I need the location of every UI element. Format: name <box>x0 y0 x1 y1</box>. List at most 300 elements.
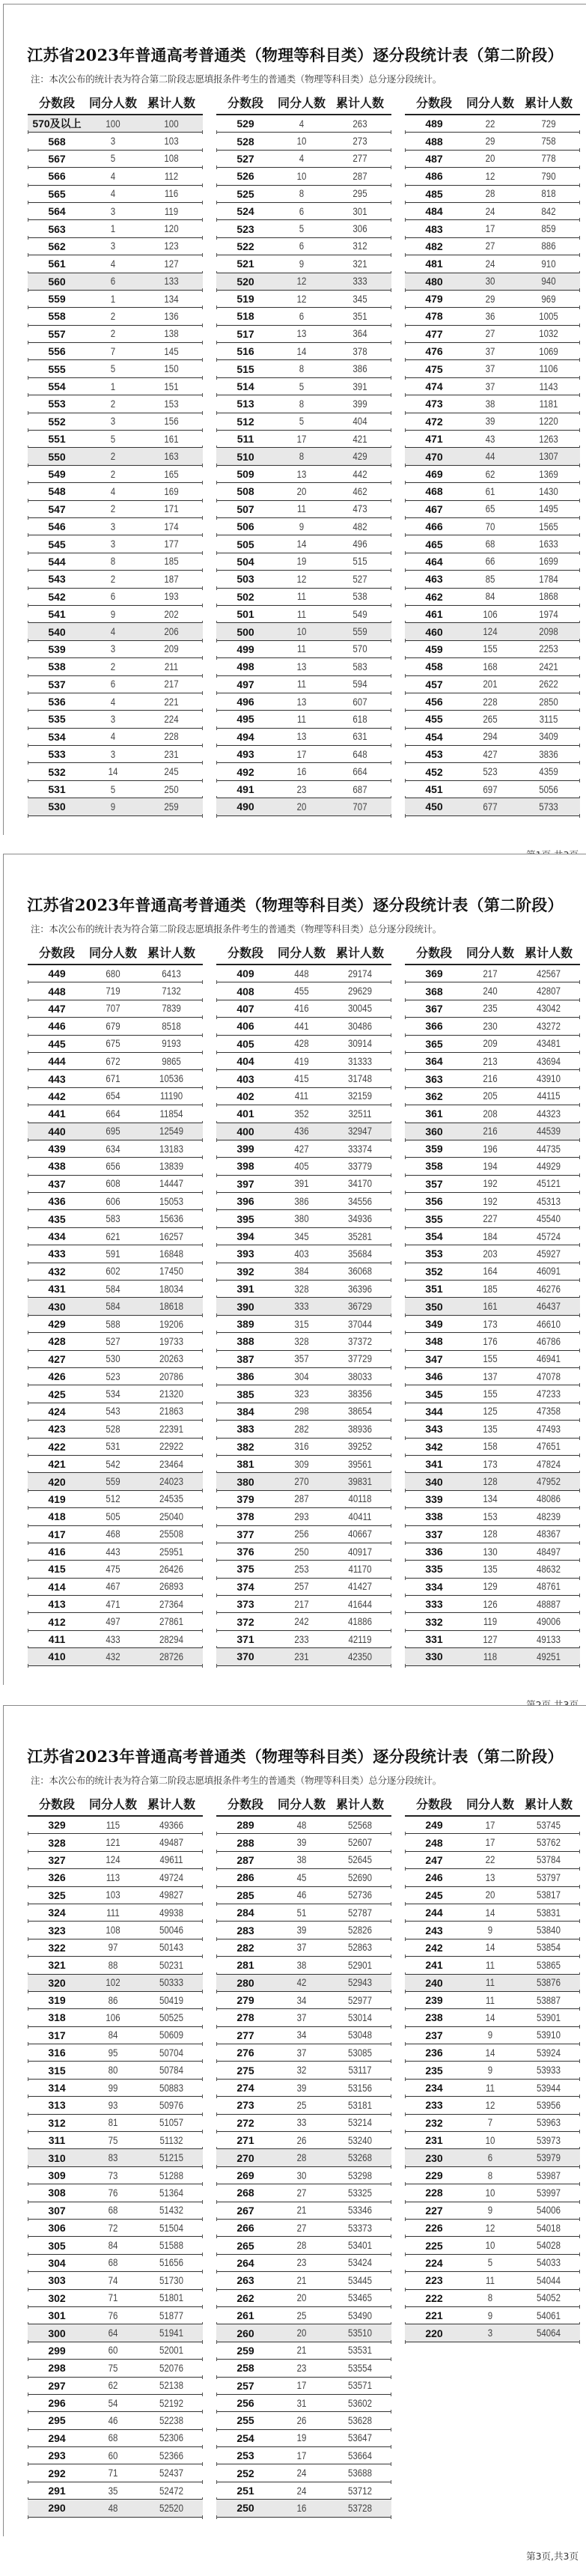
table-row <box>28 2272 203 2289</box>
cumulative-cell: 42119 <box>348 1633 372 1645</box>
same-count-cell: 3 <box>110 520 116 532</box>
same-count-cell: 10 <box>296 626 307 638</box>
cumulative-cell: 940 <box>541 276 556 288</box>
same-count-cell: 11 <box>486 1959 495 1971</box>
cumulative-cell: 53181 <box>348 2099 372 2111</box>
same-count-cell: 71 <box>108 2292 118 2304</box>
cumulative-cell: 36396 <box>348 1283 372 1295</box>
table-row <box>28 2500 203 2517</box>
cumulative-cell: 53647 <box>348 2432 372 2444</box>
table-row <box>28 1439 203 1456</box>
table-row <box>405 982 580 1000</box>
same-count-cell: 24 <box>296 2467 307 2479</box>
cumulative-cell: 42567 <box>537 967 561 979</box>
cumulative-cell: 52238 <box>159 2414 183 2426</box>
same-count-cell: 19 <box>296 2432 307 2444</box>
same-count-cell: 523 <box>106 1370 120 1382</box>
cumulative-cell: 53712 <box>348 2485 372 2497</box>
table-row <box>216 1351 391 1368</box>
table-row <box>216 448 391 465</box>
score-cell: 473 <box>425 398 443 410</box>
cumulative-cell: 1181 <box>539 398 558 410</box>
cumulative-cell: 778 <box>541 153 556 165</box>
cumulative-cell: 295 <box>352 188 367 200</box>
table-row <box>28 1869 203 1886</box>
table-row <box>216 1088 391 1105</box>
table-row <box>28 1333 203 1350</box>
cumulative-cell: 47358 <box>537 1406 561 1418</box>
cumulative-cell: 53602 <box>348 2397 372 2409</box>
same-count-cell: 14 <box>485 1907 495 1919</box>
table-header <box>28 940 203 965</box>
table-row <box>405 1631 580 1648</box>
same-count-cell: 54 <box>108 2397 118 2409</box>
cumulative-cell: 664 <box>352 766 367 778</box>
score-cell: 379 <box>236 1492 254 1505</box>
same-count-cell: 17 <box>296 2380 307 2392</box>
score-cell: 484 <box>425 205 443 218</box>
cumulative-cell: 39831 <box>348 1476 372 1488</box>
same-count-cell: 505 <box>106 1510 120 1522</box>
table-row <box>405 1000 580 1018</box>
table-row <box>216 291 391 308</box>
same-count-cell: 25 <box>296 2309 307 2321</box>
score-cell: 293 <box>48 2449 66 2462</box>
table-header <box>405 90 580 115</box>
same-count-cell: 84 <box>108 2240 118 2252</box>
cumulative-cell: 116 <box>164 188 179 200</box>
cumulative-cell: 43694 <box>537 1055 561 1067</box>
score-cell: 425 <box>48 1388 66 1400</box>
score-cell: 412 <box>48 1615 66 1628</box>
cumulative-cell: 34936 <box>348 1213 372 1225</box>
cumulative-cell: 15053 <box>159 1195 183 1207</box>
same-count-cell: 76 <box>108 2309 118 2321</box>
same-count-cell: 20 <box>296 485 307 497</box>
cumulative-cell: 48632 <box>537 1563 561 1575</box>
cumulative-cell: 48367 <box>537 1528 561 1540</box>
table-row <box>405 2255 580 2272</box>
cumulative-cell: 30045 <box>348 1003 372 1015</box>
same-count-cell: 60 <box>108 2449 118 2461</box>
same-count-cell: 217 <box>483 967 498 979</box>
same-count-cell: 3 <box>487 2327 493 2339</box>
same-count-cell: 21 <box>296 2345 307 2357</box>
table-row <box>405 2272 580 2289</box>
same-count-cell: 176 <box>483 1335 498 1347</box>
score-cell: 501 <box>236 608 254 621</box>
table-row <box>28 1561 203 1578</box>
cumulative-cell: 3409 <box>539 731 558 743</box>
same-count-cell: 8 <box>299 398 305 410</box>
cumulative-cell: 44115 <box>537 1090 561 1102</box>
cumulative-cell: 51730 <box>159 2274 183 2286</box>
same-count-cell: 654 <box>106 1090 120 1102</box>
score-cell: 466 <box>425 520 443 533</box>
score-cell: 552 <box>48 415 66 428</box>
score-cell: 326 <box>48 1871 66 1884</box>
table-row <box>28 1403 203 1421</box>
cumulative-cell: 46091 <box>537 1266 561 1278</box>
same-count-cell: 29 <box>485 293 495 305</box>
score-cell: 464 <box>425 555 443 568</box>
table-row <box>405 1887 580 1904</box>
same-count-cell: 328 <box>294 1335 309 1347</box>
score-cell: 306 <box>48 2222 66 2235</box>
score-cell: 394 <box>236 1230 254 1243</box>
same-count-cell: 6 <box>110 591 116 603</box>
table-row <box>405 1613 580 1630</box>
score-cell: 387 <box>236 1352 254 1365</box>
table-row <box>216 360 391 377</box>
table-row <box>216 658 391 675</box>
cumulative-cell: 21863 <box>159 1406 183 1418</box>
score-cell: 441 <box>48 1108 66 1120</box>
cumulative-cell: 52520 <box>159 2502 183 2514</box>
score-cell: 298 <box>48 2362 66 2375</box>
table-row <box>405 2080 580 2097</box>
same-count-cell: 5 <box>299 416 305 428</box>
score-cell: 261 <box>236 2309 254 2322</box>
same-count-cell: 106 <box>483 608 498 620</box>
same-count-cell: 427 <box>294 1143 309 1155</box>
cumulative-cell: 245 <box>164 766 179 778</box>
score-cell: 509 <box>236 468 254 480</box>
table-row <box>28 2342 203 2360</box>
same-count-cell: 621 <box>106 1230 120 1242</box>
table-row <box>28 431 203 448</box>
cumulative-cell: 9193 <box>162 1038 181 1050</box>
cumulative-cell: 100 <box>164 118 179 130</box>
table-row <box>405 2237 580 2254</box>
table-row <box>28 466 203 483</box>
score-cell: 309 <box>48 2169 66 2181</box>
cumulative-cell: 312 <box>352 240 367 252</box>
cumulative-cell: 51215 <box>159 2152 183 2164</box>
same-count-cell: 675 <box>106 1038 120 1050</box>
score-cell: 550 <box>48 450 66 463</box>
cumulative-cell: 53944 <box>537 2082 561 2094</box>
cumulative-cell: 52607 <box>348 1837 372 1849</box>
score-cell: 314 <box>48 2082 66 2094</box>
score-cell: 463 <box>425 573 443 586</box>
table-row <box>28 1491 203 1508</box>
table-row <box>28 1053 203 1070</box>
same-count-cell: 38 <box>296 1854 307 1866</box>
cumulative-cell: 51288 <box>159 2169 183 2181</box>
score-cell: 334 <box>425 1580 443 1593</box>
score-cell: 345 <box>425 1388 443 1400</box>
table-row <box>405 186 580 203</box>
score-cell: 380 <box>236 1475 254 1488</box>
table-row <box>216 203 391 220</box>
table-row <box>28 1526 203 1543</box>
same-count-cell: 3 <box>110 205 116 217</box>
page-note: 注：本次公布的统计表为符合第二阶段志愿填报条件考生的普通类（物理等科目类）总分逐分段统计。 <box>31 73 442 85</box>
score-cell: 559 <box>48 293 66 306</box>
table-row <box>28 711 203 728</box>
same-count-cell: 93 <box>108 2099 118 2111</box>
same-count-cell: 8 <box>299 451 305 463</box>
cumulative-cell: 53831 <box>537 1907 561 1919</box>
score-cell: 256 <box>236 2397 254 2410</box>
table-row <box>28 729 203 746</box>
same-count-cell: 11 <box>297 503 306 515</box>
same-count-cell: 679 <box>106 1020 120 1032</box>
same-count-cell: 75 <box>108 2134 118 2146</box>
table-row <box>216 2395 391 2412</box>
score-cell: 310 <box>48 2151 66 2164</box>
same-count-cell: 323 <box>294 1388 309 1400</box>
score-cell: 361 <box>425 1108 443 1120</box>
table-row <box>405 1053 580 1070</box>
header-score: 分数段 <box>415 1796 452 1811</box>
same-count-cell: 8 <box>487 2292 493 2304</box>
score-cell: 451 <box>425 783 443 796</box>
score-cell: 254 <box>236 2431 254 2444</box>
cumulative-cell: 910 <box>541 258 556 270</box>
score-cell: 415 <box>48 1563 66 1576</box>
table-row <box>216 676 391 693</box>
cumulative-cell: 583 <box>352 660 367 672</box>
table-row <box>405 308 580 325</box>
same-count-cell: 8 <box>487 2169 493 2181</box>
same-count-cell: 1 <box>110 380 116 392</box>
table-row <box>216 413 391 431</box>
score-cell: 272 <box>236 2116 254 2129</box>
table-row <box>216 1834 391 1851</box>
cumulative-cell: 53571 <box>348 2380 372 2392</box>
same-count-cell: 45 <box>296 1871 307 1883</box>
score-cell: 429 <box>48 1318 66 1330</box>
table-row <box>28 746 203 763</box>
score-cell: 300 <box>48 2327 66 2339</box>
table-row <box>216 1648 391 1665</box>
table-row <box>216 2062 391 2079</box>
cumulative-cell: 228 <box>164 731 179 743</box>
score-cell: 495 <box>236 713 254 726</box>
score-cell: 350 <box>425 1300 443 1313</box>
cumulative-cell: 273 <box>352 136 367 148</box>
cumulative-cell: 818 <box>541 188 556 200</box>
cumulative-cell: 52901 <box>348 1959 372 1971</box>
table-row <box>216 1508 391 1525</box>
score-cell: 545 <box>48 538 66 550</box>
score-cell: 418 <box>48 1510 66 1523</box>
cumulative-cell: 46786 <box>537 1335 561 1347</box>
table-row <box>216 1526 391 1543</box>
cumulative-cell: 44735 <box>537 1143 561 1155</box>
same-count-cell: 531 <box>106 1441 120 1453</box>
cumulative-cell: 42807 <box>537 985 561 997</box>
score-cell: 506 <box>236 520 254 533</box>
cumulative-cell: 1069 <box>539 345 558 357</box>
score-cell: 250 <box>236 2502 254 2515</box>
score-cell: 255 <box>236 2414 254 2427</box>
table-row <box>405 1561 580 1578</box>
cumulative-cell: 52736 <box>348 1889 372 1901</box>
same-count-cell: 43 <box>485 433 495 445</box>
table-header <box>28 90 203 115</box>
table-row <box>216 2500 391 2517</box>
score-cell: 239 <box>425 1994 443 2007</box>
score-cell: 508 <box>236 485 254 498</box>
cumulative-cell: 156 <box>164 416 179 428</box>
score-cell: 362 <box>425 1090 443 1102</box>
score-cell: 378 <box>236 1510 254 1523</box>
table-row <box>405 1439 580 1456</box>
cumulative-cell: 49006 <box>537 1616 561 1628</box>
same-count-cell: 697 <box>483 783 498 795</box>
header-cumulative: 累计人数 <box>147 945 195 960</box>
score-cell: 315 <box>48 2064 66 2077</box>
table-row <box>405 395 580 413</box>
score-cell: 404 <box>236 1055 254 1068</box>
cumulative-cell: 37372 <box>348 1335 372 1347</box>
cumulative-cell: 842 <box>541 205 556 217</box>
same-count-cell: 672 <box>106 1055 120 1067</box>
table-row <box>405 1817 580 1834</box>
cumulative-cell: 52826 <box>348 1925 372 1936</box>
table-row <box>216 2044 391 2062</box>
same-count-cell: 475 <box>106 1563 120 1575</box>
cumulative-cell: 49938 <box>159 1907 183 1919</box>
same-count-cell: 497 <box>106 1616 120 1628</box>
score-cell: 339 <box>425 1492 443 1505</box>
score-cell: 437 <box>48 1177 66 1190</box>
score-cell: 459 <box>425 643 443 655</box>
score-cell: 568 <box>48 135 66 148</box>
cumulative-cell: 6413 <box>162 967 181 979</box>
table-row <box>216 2464 391 2482</box>
table-row <box>405 1939 580 1957</box>
same-count-cell: 8 <box>110 556 116 568</box>
table-row <box>28 1193 203 1210</box>
cumulative-cell: 259 <box>164 801 179 812</box>
cumulative-cell: 54061 <box>537 2309 561 2321</box>
score-cell: 312 <box>48 2116 66 2129</box>
same-count-cell: 168 <box>483 660 498 672</box>
table-row <box>405 1298 580 1315</box>
score-cell: 442 <box>48 1090 66 1102</box>
score-cell: 289 <box>236 1819 254 1832</box>
cumulative-cell: 53268 <box>348 2152 372 2164</box>
same-count-cell: 250 <box>294 1546 309 1558</box>
score-cell: 504 <box>236 555 254 568</box>
score-cell: 497 <box>236 678 254 690</box>
table-row <box>28 589 203 606</box>
score-cell: 511 <box>236 433 254 446</box>
same-count-cell: 24 <box>296 2485 307 2497</box>
same-count-cell: 83 <box>108 2152 118 2164</box>
cumulative-cell: 40917 <box>348 1546 372 1558</box>
same-count-cell: 9 <box>299 520 305 532</box>
cumulative-cell: 49133 <box>537 1633 561 1645</box>
cumulative-cell: 301 <box>352 205 367 217</box>
table-row <box>28 1385 203 1403</box>
table-row <box>28 1245 203 1263</box>
score-cell: 280 <box>236 1976 254 1989</box>
score-cell: 433 <box>48 1248 66 1260</box>
score-cell: 296 <box>48 2397 66 2410</box>
same-count-cell: 309 <box>294 1458 309 1470</box>
table-row <box>216 1421 391 1438</box>
cumulative-cell: 119 <box>164 205 179 217</box>
cumulative-cell: 1495 <box>539 503 558 515</box>
score-cell: 390 <box>236 1300 254 1313</box>
table-row <box>28 1648 203 1665</box>
table-row <box>216 1403 391 1421</box>
table-row <box>28 676 203 693</box>
cumulative-cell: 1143 <box>539 380 558 392</box>
cumulative-cell: 52437 <box>159 2467 183 2479</box>
score-cell: 399 <box>236 1143 254 1155</box>
cumulative-cell: 12549 <box>159 1126 183 1137</box>
same-count-cell: 386 <box>294 1195 309 1207</box>
same-count-cell: 209 <box>483 1038 498 1050</box>
same-count-cell: 5 <box>110 783 116 795</box>
page-1 <box>3 4 586 835</box>
cumulative-cell: 165 <box>164 468 179 480</box>
page-2 <box>3 854 586 1685</box>
cumulative-cell: 53490 <box>348 2309 372 2321</box>
score-cell: 402 <box>236 1090 254 1102</box>
score-cell: 318 <box>48 2011 66 2024</box>
cumulative-cell: 53979 <box>537 2152 561 2164</box>
cumulative-cell: 34556 <box>348 1195 372 1207</box>
cumulative-cell: 53298 <box>348 2169 372 2181</box>
table-row <box>28 535 203 553</box>
score-table-column-1 <box>28 940 203 1666</box>
cumulative-cell: 4359 <box>539 766 558 778</box>
same-count-cell: 135 <box>483 1423 498 1435</box>
same-count-cell: 265 <box>483 713 498 725</box>
cumulative-cell: 1633 <box>539 538 558 550</box>
table-row <box>216 2447 391 2464</box>
table-row <box>216 2482 391 2500</box>
score-cell: 480 <box>425 275 443 288</box>
cumulative-cell: 33374 <box>348 1143 372 1155</box>
cumulative-cell: 53554 <box>348 2362 372 2374</box>
table-row <box>28 2464 203 2482</box>
table-header <box>28 1791 203 1817</box>
score-cell: 336 <box>425 1546 443 1558</box>
table-row <box>216 255 391 273</box>
cumulative-cell: 886 <box>541 240 556 252</box>
table-row <box>405 2009 580 2026</box>
score-cell: 447 <box>48 1002 66 1015</box>
same-count-cell: 7 <box>110 345 116 357</box>
cumulative-cell: 29629 <box>348 985 372 997</box>
same-count-cell: 24 <box>485 258 495 270</box>
table-row <box>216 2167 391 2184</box>
score-cell: 470 <box>425 450 443 463</box>
score-cell: 471 <box>425 433 443 446</box>
table-row <box>216 238 391 255</box>
cumulative-cell: 19206 <box>159 1318 183 1330</box>
table-row <box>28 1351 203 1368</box>
cumulative-cell: 44929 <box>537 1160 561 1172</box>
same-count-cell: 5 <box>299 223 305 235</box>
table-row <box>405 658 580 675</box>
table-row <box>28 1281 203 1298</box>
table-row <box>405 448 580 465</box>
table-row <box>216 2272 391 2289</box>
score-cell: 335 <box>425 1563 443 1576</box>
cumulative-cell: 38356 <box>348 1388 372 1400</box>
table-row <box>216 395 391 413</box>
same-count-cell: 65 <box>485 503 495 515</box>
